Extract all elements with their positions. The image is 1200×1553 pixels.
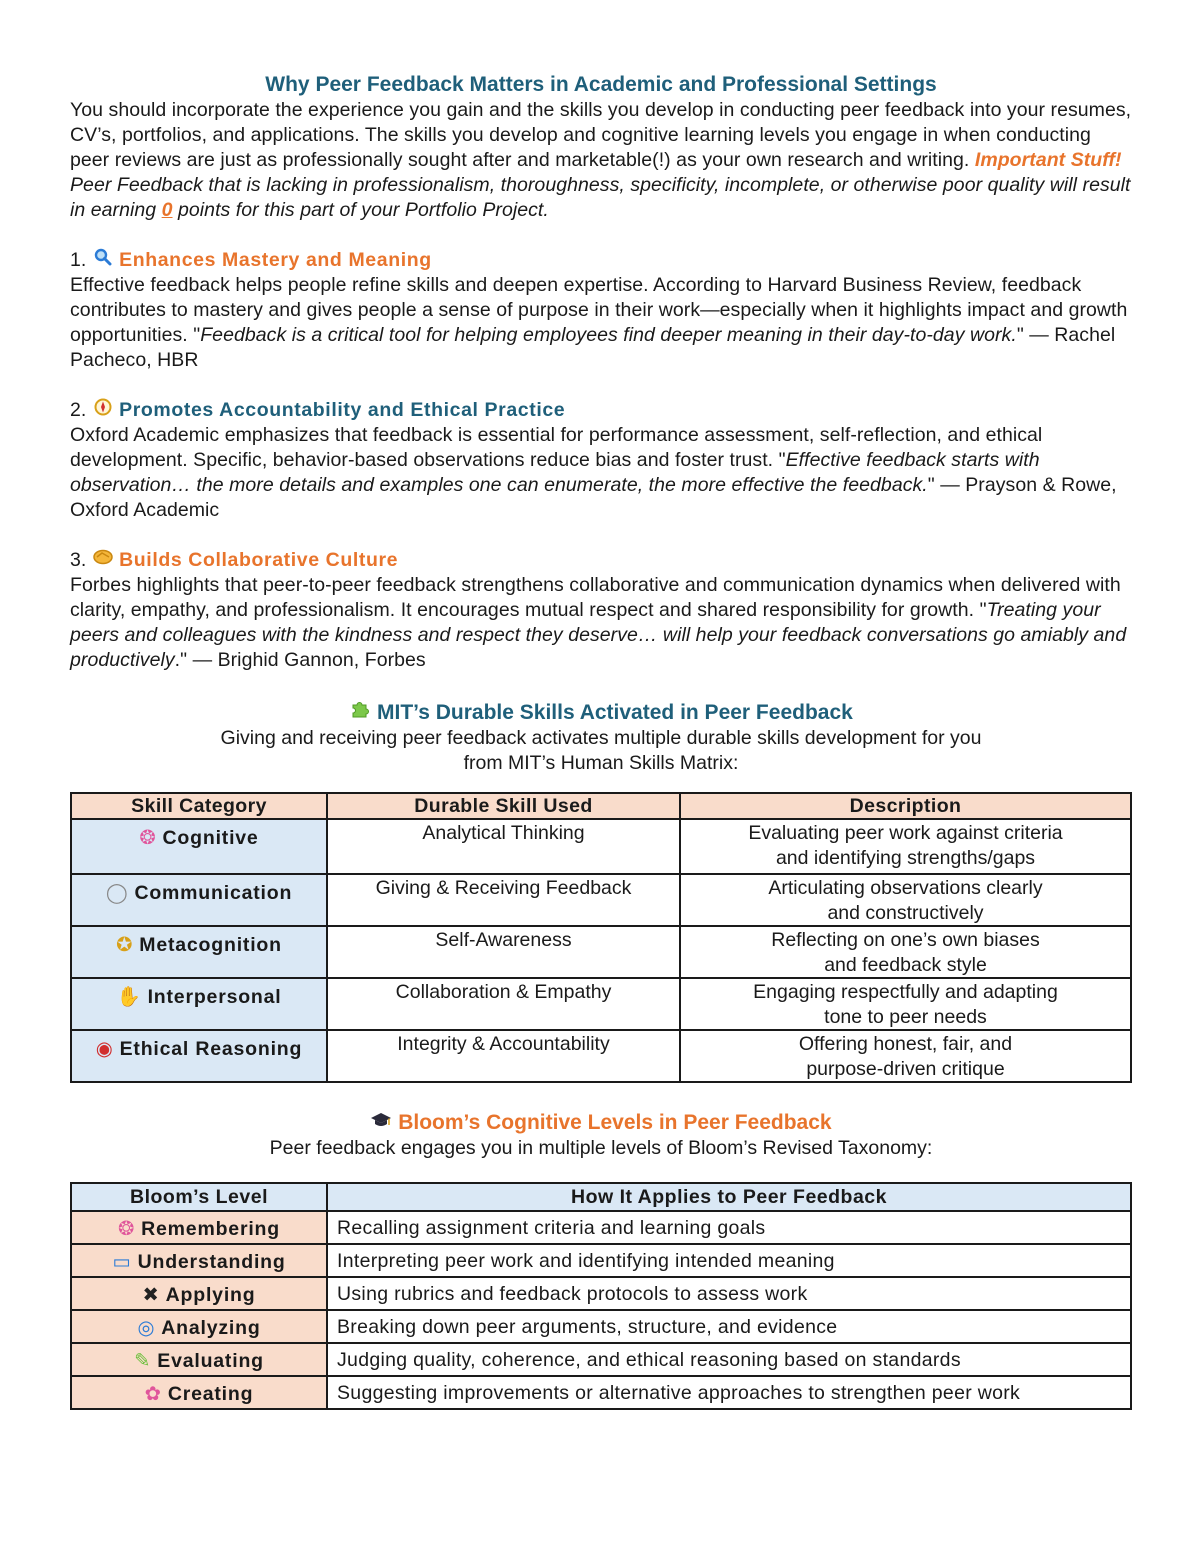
- table-row: [71, 1376, 1131, 1409]
- page-title: Why Peer Feedback Matters in Academic and Professional Settings: [265, 73, 937, 96]
- mit-description-line-2: tone to peer needs: [824, 1005, 987, 1028]
- mit-skill-cell: Analytical Thinking: [327, 819, 680, 874]
- puzzle-icon: [349, 699, 371, 726]
- section-1-quote: Feedback is a critical tool for helping employees find deeper meaning in their day-to-day work.: [200, 324, 1017, 346]
- bloom-applies-cell: Interpreting peer work and identifying intended meaning: [327, 1244, 1131, 1277]
- bloom-header-applies: How It Applies to Peer Feedback: [327, 1183, 1131, 1211]
- section-3-heading: [70, 548, 1132, 573]
- speech-bubble-icon: ◯: [105, 882, 129, 904]
- handshake-icon: ✋: [116, 986, 142, 1008]
- mit-description-line-2: and constructively: [827, 901, 984, 924]
- intro-paragraph: [70, 98, 1132, 223]
- mit-category-cell: [71, 874, 327, 926]
- bloom-level-label: Understanding: [137, 1251, 286, 1273]
- document-page: [70, 72, 1132, 1410]
- table-row: [71, 926, 1131, 978]
- bloom-level-cell: [71, 1343, 327, 1376]
- section-3-text: Forbes highlights that peer-to-peer feedback strengthens collaborative and communication dynamics when delivered with clarity, empathy, and professionalism. It encourages mutual respect and shared responsibility for growth. ": [70, 574, 1121, 621]
- mit-header-description: Description: [680, 793, 1131, 819]
- book-icon: ▭: [112, 1251, 132, 1273]
- table-row: [71, 1310, 1131, 1343]
- table-row: [71, 978, 1131, 1030]
- section-2-quote: Effective feedback starts with observation… the more details and examples one can enumerate, the more effective the feedback.: [70, 449, 1040, 496]
- section-1-number: 1.: [70, 249, 87, 271]
- section-1-title: Enhances Mastery and Meaning: [119, 249, 432, 271]
- magnifier-icon: [92, 248, 114, 273]
- mit-header-category: Skill Category: [71, 793, 327, 819]
- table-row: [71, 819, 1131, 874]
- graduation-cap-icon: [370, 1110, 392, 1136]
- bloom-level-label: Evaluating: [157, 1350, 264, 1372]
- handshake-icon: [92, 548, 114, 573]
- intro-text: You should incorporate the experience you gain and the skills you develop in conducting peer feedback into your resumes, CV’s, portfolios, and applications. The skills you develop and cognitive learning levels you engage in when conducting peer reviews are just as professionally sought after and marketable(!) as your own research and writing.: [70, 99, 1132, 171]
- mit-category-label: Cognitive: [162, 827, 259, 849]
- bloom-applies-cell: Suggesting improvements or alternative approaches to strengthen peer work: [327, 1376, 1131, 1409]
- mit-skill-cell: Giving & Receiving Feedback: [327, 874, 680, 926]
- section-3-number: 3.: [70, 549, 87, 571]
- section-1-text: Effective feedback helps people refine skills and deepen expertise. According to Harvard Business Review, feedback contributes to mastery and gives people a sense of purpose in their work—especially when it highlights impact and growth opportunities. ": [70, 274, 1128, 346]
- bloom-levels-table: [70, 1182, 1132, 1410]
- table-row: [71, 1244, 1131, 1277]
- magnifier-icon: ◎: [137, 1317, 156, 1339]
- mit-description-cell: [680, 1030, 1131, 1082]
- mit-skill-cell: Integrity & Accountability: [327, 1030, 680, 1082]
- mit-category-label: Communication: [134, 882, 293, 904]
- mit-category-cell: [71, 926, 327, 978]
- bloom-level-label: Remembering: [141, 1218, 280, 1240]
- mit-description-line-1: Articulating observations clearly: [768, 877, 1043, 899]
- bloom-applies-cell: Recalling assignment criteria and learning goals: [327, 1211, 1131, 1244]
- mit-category-label: Interpersonal: [147, 986, 282, 1008]
- compass-icon: ✪: [116, 934, 134, 956]
- section-1-heading: [70, 248, 1132, 273]
- bloom-subtitle: Peer feedback engages you in multiple levels of Bloom’s Revised Taxonomy:: [269, 1137, 933, 1159]
- target-icon: ◉: [95, 1038, 114, 1060]
- table-row: [71, 1030, 1131, 1082]
- mit-description-line-1: Reflecting on one’s own biases: [771, 929, 1040, 951]
- bloom-level-cell: [71, 1310, 327, 1343]
- section-2-heading: [70, 398, 1132, 423]
- mit-category-label: Ethical Reasoning: [119, 1038, 303, 1060]
- mit-subtitle-line-2: from MIT’s Human Skills Matrix:: [463, 752, 739, 774]
- compass-icon: [92, 398, 114, 423]
- section-3-body: [70, 573, 1132, 673]
- section-2-body: [70, 423, 1132, 523]
- bloom-level-label: Analyzing: [161, 1317, 261, 1339]
- section-2-number: 2.: [70, 399, 87, 421]
- points-value: 0: [161, 199, 173, 221]
- mit-table-header-row: [71, 793, 1131, 819]
- mit-skills-table: [70, 792, 1132, 1083]
- section-3-attribution: ." — Brighid Gannon, Forbes: [174, 649, 426, 671]
- bloom-level-cell: [71, 1376, 327, 1409]
- bloom-level-cell: [71, 1244, 327, 1277]
- bloom-applies-cell: Breaking down peer arguments, structure, and evidence: [327, 1310, 1131, 1343]
- mit-description-line-1: Engaging respectfully and adapting: [753, 981, 1058, 1003]
- tools-icon: ✖: [142, 1284, 160, 1306]
- table-row: [71, 1277, 1131, 1310]
- section-1-attribution: " — Rachel Pacheco, HBR: [70, 324, 1116, 371]
- mit-description-cell: [680, 926, 1131, 978]
- section-2-text: Oxford Academic emphasizes that feedback is essential for performance assessment, self-reflection, and ethical development. Specific, behavior-based observations reduce bias and foster trust. ": [70, 424, 1043, 471]
- mit-category-cell: [71, 978, 327, 1030]
- section-3-quote: Treating your peers and colleagues with the kindness and respect they deserve… will help your feedback conversations go amiably and productively: [70, 599, 1127, 671]
- mit-title-text: MIT’s Durable Skills Activated in Peer Feedback: [377, 701, 853, 724]
- mit-skill-cell: Self-Awareness: [327, 926, 680, 978]
- table-row: [71, 1211, 1131, 1244]
- section-3-title: Builds Collaborative Culture: [119, 549, 399, 571]
- pencil-icon: ✎: [134, 1350, 152, 1372]
- warning-text-before: Peer Feedback that is lacking in professionalism, thoroughness, specificity, incomplete, or otherwise poor quality will result in earning: [70, 174, 1131, 221]
- table-row: [71, 874, 1131, 926]
- mit-header-skill: Durable Skill Used: [327, 793, 680, 819]
- bloom-applies-cell: Using rubrics and feedback protocols to assess work: [327, 1277, 1131, 1310]
- mit-description-line-1: Offering honest, fair, and: [798, 1033, 1013, 1055]
- section-2-attribution: " — Prayson & Rowe, Oxford Academic: [70, 474, 1117, 521]
- mit-description-cell: [680, 819, 1131, 874]
- mit-section-title: [70, 699, 1132, 726]
- bloom-level-label: Applying: [165, 1284, 256, 1306]
- brain-icon: ❂: [118, 1218, 136, 1240]
- important-label: Important Stuff!: [974, 149, 1122, 171]
- table-row: [71, 1343, 1131, 1376]
- mit-description-cell: [680, 874, 1131, 926]
- bloom-level-label: Creating: [167, 1383, 254, 1405]
- section-2-title: Promotes Accountability and Ethical Practice: [119, 399, 566, 421]
- mit-subtitle-line-1: Giving and receiving peer feedback activates multiple durable skills development for you: [220, 727, 982, 749]
- mit-category-label: Metacognition: [139, 934, 282, 956]
- mit-skill-cell: Collaboration & Empathy: [327, 978, 680, 1030]
- bloom-level-cell: [71, 1277, 327, 1310]
- mit-description-line-1: Evaluating peer work against criteria: [748, 822, 1063, 844]
- warning-text-after: points for this part of your Portfolio Project.: [178, 199, 549, 221]
- bloom-table-header-row: [71, 1183, 1131, 1211]
- mit-description-line-2: purpose-driven critique: [806, 1057, 1005, 1080]
- bloom-level-cell: [71, 1211, 327, 1244]
- section-1-body: [70, 273, 1132, 373]
- mit-description-line-2: and feedback style: [824, 953, 987, 976]
- bloom-section-title: [70, 1110, 1132, 1136]
- mit-description-cell: [680, 978, 1131, 1030]
- bloom-title-text: Bloom’s Cognitive Levels in Peer Feedback: [398, 1111, 832, 1134]
- mit-description-line-2: and identifying strengths/gaps: [775, 846, 1036, 869]
- bloom-applies-cell: Judging quality, coherence, and ethical reasoning based on standards: [327, 1343, 1131, 1376]
- palette-icon: ✿: [144, 1383, 162, 1405]
- bloom-header-level: Bloom’s Level: [71, 1183, 327, 1211]
- mit-category-cell: [71, 1030, 327, 1082]
- mit-category-cell: [71, 819, 327, 874]
- brain-icon: ❂: [139, 827, 157, 849]
